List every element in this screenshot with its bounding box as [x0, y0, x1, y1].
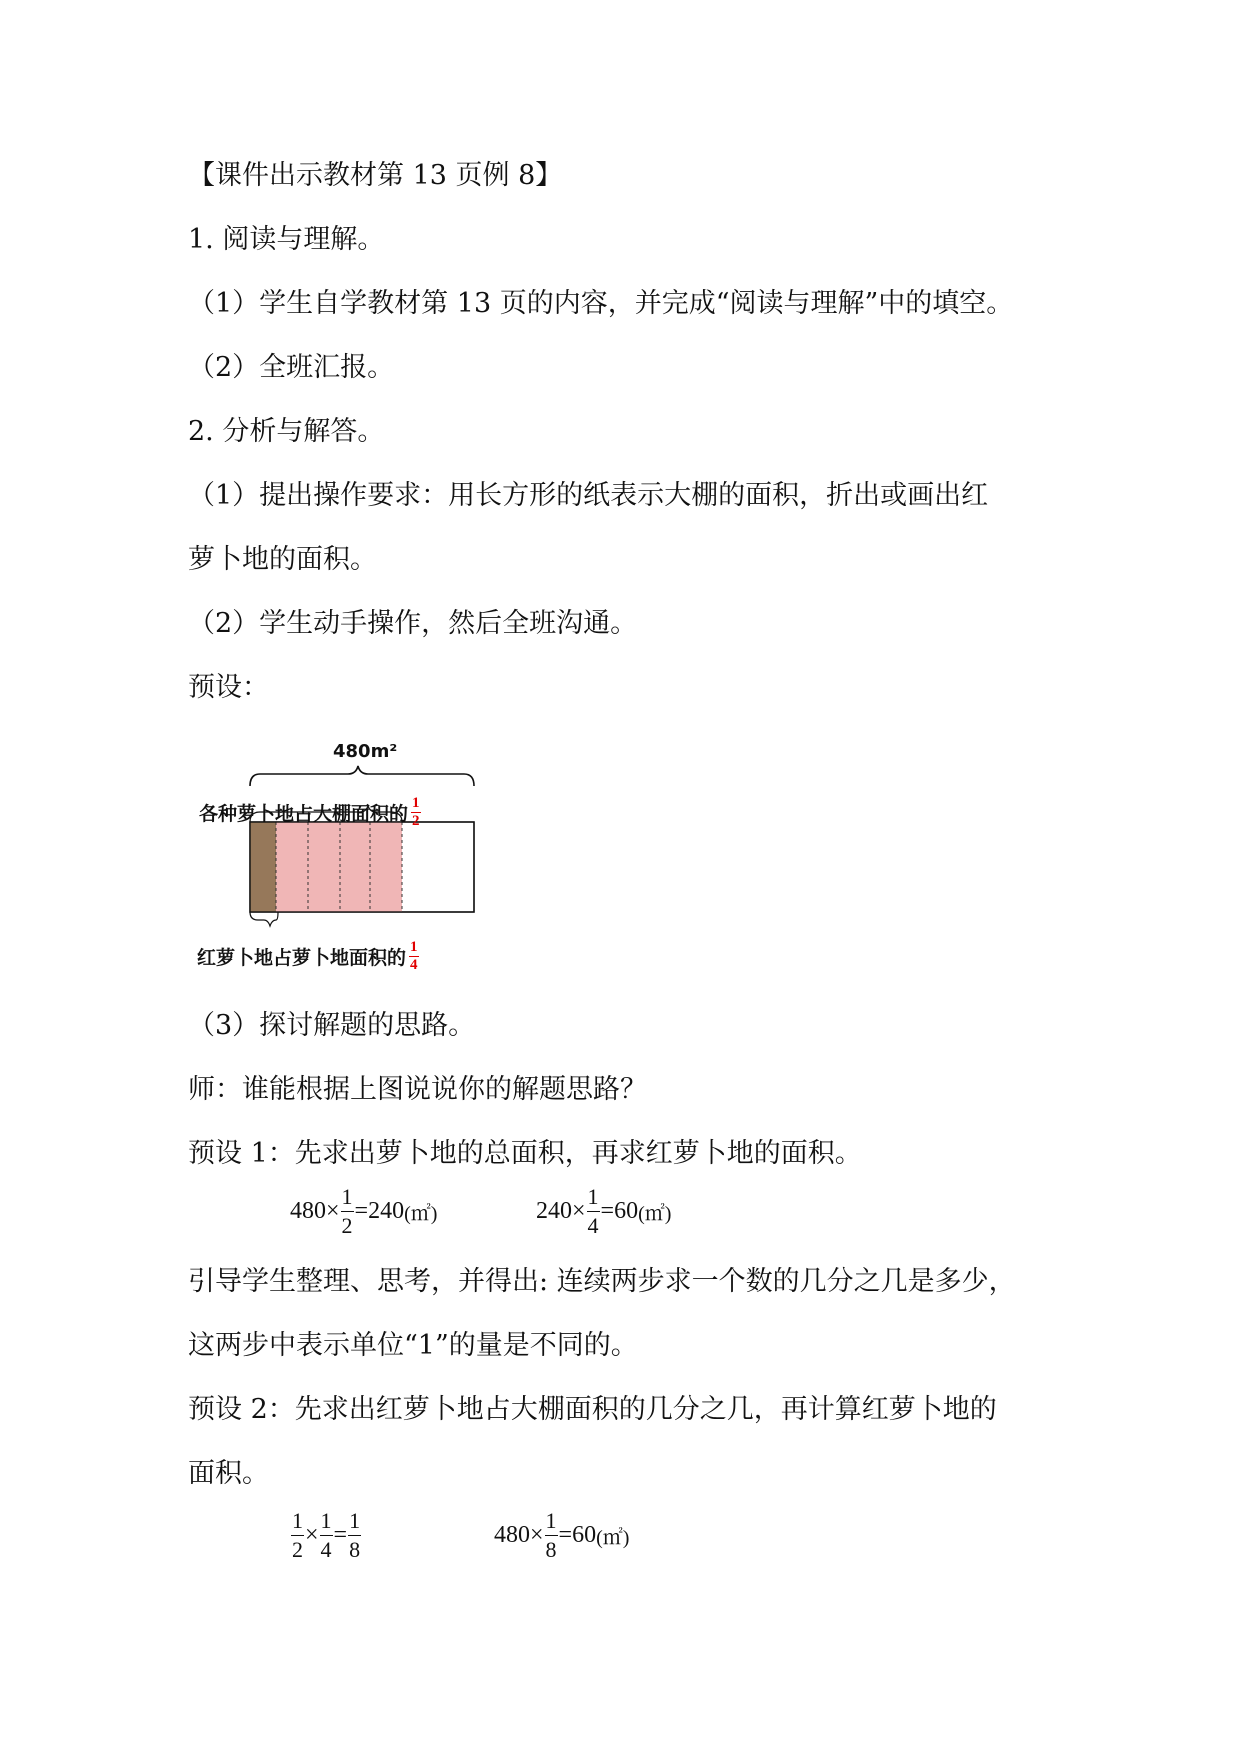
- section-2-title: 2. 分析与解答。: [188, 416, 385, 447]
- formula-1: 480× $\frac{1}{2}$ =240 (㎡): [290, 1184, 438, 1238]
- formula-3: $\frac{1}{2}$ × $\frac{1}{4}$ = $\frac{1}{8}$: [292, 1508, 361, 1562]
- quarter-fraction: $\frac{1}{4}$: [410, 939, 418, 973]
- step-1-1: （1）学生自学教材第 13 页的内容，并完成“阅读与理解”中的填空。: [188, 288, 1014, 319]
- carrot-area-pink: [276, 822, 402, 912]
- guide-conclusion-cont: 这两步中表示单位“1”的量是不同的。: [188, 1330, 638, 1361]
- quarter-label-text: 红萝卜地占萝卜地面积的: [197, 947, 407, 969]
- teacher-question: 师：谁能根据上图说说你的解题思路？: [188, 1074, 647, 1105]
- preset-2: 预设 2：先求出红萝卜地占大棚面积的几分之几，再计算红萝卜地的: [188, 1394, 997, 1425]
- total-brace: [250, 766, 474, 786]
- quarter-label: [197, 940, 419, 973]
- red-carrot-area-brown: [250, 822, 276, 912]
- step-2-3: （3）探讨解题的思路。: [188, 1010, 476, 1041]
- step-2-1: （1）提出操作要求：用长方形的纸表示大棚的面积，折出或画出红: [188, 480, 989, 511]
- formula-2: 240× $\frac{1}{4}$ =60 (㎡): [536, 1184, 672, 1238]
- half-fraction: $\frac{1}{2}$: [412, 795, 420, 829]
- quarter-brace: [250, 912, 278, 926]
- step-2-2: （2）学生动手操作，然后全班沟通。: [188, 608, 638, 639]
- example-heading: 【课件出示教材第 13 页例 8】: [188, 160, 563, 191]
- total-area-label: 480m²: [333, 741, 398, 762]
- half-label: [199, 796, 421, 829]
- preset-label: 预设：: [188, 672, 269, 703]
- step-2-1-cont: 萝卜地的面积。: [188, 544, 377, 575]
- guide-conclusion: 引导学生整理、思考，并得出: 连续两步求一个数的几分之几是多少，: [188, 1266, 1016, 1297]
- formula-4: 480× $\frac{1}{8}$ =60 (㎡): [494, 1508, 630, 1562]
- preset-1: 预设 1：先求出萝卜地的总面积，再求红萝卜地的面积。: [188, 1138, 862, 1169]
- section-1-title: 1. 阅读与理解。: [188, 224, 385, 255]
- step-1-2: （2）全班汇报。: [188, 352, 395, 383]
- half-label-text: 各种萝卜地占大棚面积的: [199, 803, 409, 825]
- preset-2-cont: 面积。: [188, 1458, 269, 1489]
